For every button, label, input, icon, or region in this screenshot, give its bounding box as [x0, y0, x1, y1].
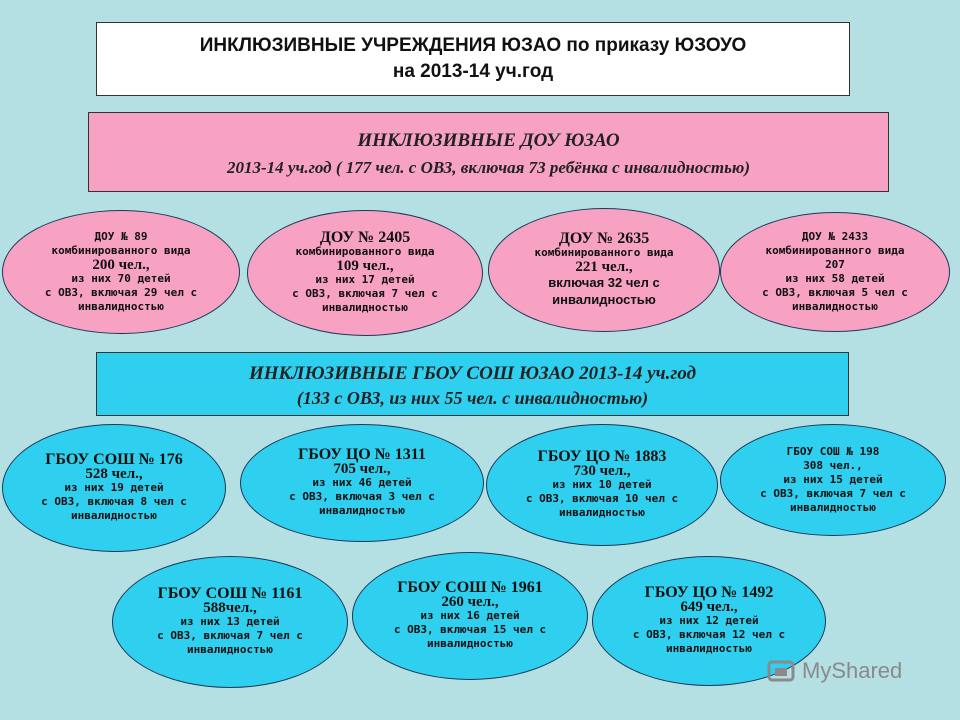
dou-header-line-2: 2013-14 уч.год ( 177 чел. с ОВЗ, включая 73 ребёнка с инвалидностью)	[227, 158, 750, 177]
dou-89-ellipse	[2, 210, 240, 334]
school-line-4: с ОВЗ, включая 8 чел с	[41, 495, 187, 508]
school-line-5: инвалидностью	[665, 642, 753, 655]
dou-line-4: с ОВЗ, включая 29 чел с	[44, 286, 198, 299]
school-line-3: из них 19 детей	[64, 481, 164, 494]
school-line-3: из них 15 детей	[783, 473, 883, 486]
dou-line-3: из них 70 детей	[71, 272, 171, 285]
dou-section-header	[88, 112, 889, 192]
school-count: 730 чел.,	[573, 463, 631, 479]
dou-line-3: из них 58 детей	[785, 272, 885, 285]
school-count: 705 чел.,	[333, 461, 391, 477]
school-line-5: инвалидностью	[70, 509, 158, 522]
school-line-5: инвалидностью	[426, 637, 514, 650]
dou-count: 109 чел.,	[336, 258, 394, 274]
school-name: ГБОУ СОШ № 1961	[397, 579, 543, 596]
school-line-4: с ОВЗ, включая 7 чел с	[157, 629, 303, 642]
sosh-section-header	[96, 352, 849, 416]
dou-count: 207	[825, 258, 845, 271]
sosh-1161-ellipse	[112, 556, 348, 688]
school-line-4: с ОВЗ, включая 7 чел с	[760, 487, 906, 500]
dou-name: ДОУ № 2433	[801, 230, 869, 243]
dou-header-line-1: ИНКЛЮЗИВНЫЕ ДОУ ЮЗАО	[357, 130, 620, 151]
school-line-4: с ОВЗ, включая 12 чел с	[632, 628, 786, 641]
school-line-3: из них 13 детей	[180, 615, 280, 628]
dou-2433-ellipse	[720, 212, 950, 332]
school-count: 308 чел.,	[803, 459, 863, 472]
title-line-1: ИНКЛЮЗИВНЫЕ УЧРЕЖДЕНИЯ ЮЗАО по приказу ЮЗОУО	[199, 35, 747, 56]
dou-line-3: включая 32 чел с	[548, 275, 660, 290]
school-name: ГБОУ ЦО № 1311	[298, 446, 426, 463]
school-line-3: из них 12 детей	[659, 614, 759, 627]
dou-2635-ellipse	[488, 208, 720, 332]
school-count: 260 чел.,	[441, 594, 499, 610]
school-count: 528 чел.,	[85, 466, 143, 482]
dou-name: ДОУ № 2405	[319, 229, 411, 246]
school-name: ГБОУ СОШ № 1161	[157, 585, 303, 602]
dou-type: комбинированного вида	[295, 245, 435, 258]
sosh-header-line-1: ИНКЛЮЗИВНЫЕ ГБОУ СОШ ЮЗАО 2013-14 уч.год	[248, 363, 697, 384]
school-line-4: с ОВЗ, включая 15 чел с	[393, 623, 547, 636]
title-line-2: на 2013-14 уч.год	[392, 61, 554, 82]
sosh-198-ellipse	[720, 424, 946, 536]
dou-line-3: из них 17 детей	[315, 273, 415, 286]
school-name: ГБОУ СОШ № 198	[786, 445, 880, 458]
dou-type: комбинированного вида	[534, 246, 674, 259]
dou-line-4: инвалидностью	[552, 292, 656, 307]
dou-count: 221 чел.,	[575, 259, 633, 275]
dou-type: комбинированного вида	[765, 244, 905, 257]
school-name: ГБОУ ЦО № 1883	[537, 448, 667, 465]
myshared-logo-icon	[766, 656, 796, 686]
school-line-5: инвалидностью	[558, 506, 646, 519]
school-count: 588чел.,	[203, 600, 257, 616]
sosh-176-ellipse	[2, 424, 226, 552]
school-name: ГБОУ СОШ № 176	[45, 451, 183, 468]
school-line-4: с ОВЗ, включая 10 чел с	[525, 492, 679, 505]
dou-count: 200 чел.,	[92, 257, 150, 273]
school-line-5: инвалидностью	[186, 643, 274, 656]
school-line-4: с ОВЗ, включая 3 чел с	[289, 490, 435, 503]
watermark-text: MyShared	[802, 658, 903, 683]
sosh-1961-ellipse	[352, 552, 588, 680]
school-name: ГБОУ ЦО № 1492	[644, 584, 774, 601]
school-line-3: из них 46 детей	[312, 476, 412, 489]
dou-line-5: инвалидностью	[791, 300, 879, 313]
school-line-3: из них 16 детей	[420, 609, 520, 622]
co-1883-ellipse	[486, 424, 718, 546]
page-title	[96, 22, 850, 96]
dou-line-5: инвалидностью	[77, 300, 165, 313]
co-1311-ellipse	[240, 424, 484, 542]
dou-2405-ellipse	[247, 210, 483, 336]
sosh-header-line-2: (133 с ОВЗ, из них 55 чел. с инвалидностью)	[296, 388, 649, 408]
dou-type: комбинированного вида	[51, 244, 191, 257]
watermark	[766, 656, 902, 686]
dou-line-4: с ОВЗ, включая 7 чел с	[292, 287, 438, 300]
school-line-3: из них 10 детей	[552, 478, 652, 491]
dou-name: ДОУ № 2635	[558, 230, 650, 247]
school-line-5: инвалидностью	[789, 501, 877, 514]
dou-line-4: с ОВЗ, включая 5 чел с	[762, 286, 908, 299]
school-count: 649 чел.,	[680, 599, 738, 615]
school-line-5: инвалидностью	[318, 504, 406, 517]
dou-line-5: инвалидностью	[321, 301, 409, 314]
dou-name: ДОУ № 89	[94, 230, 148, 243]
